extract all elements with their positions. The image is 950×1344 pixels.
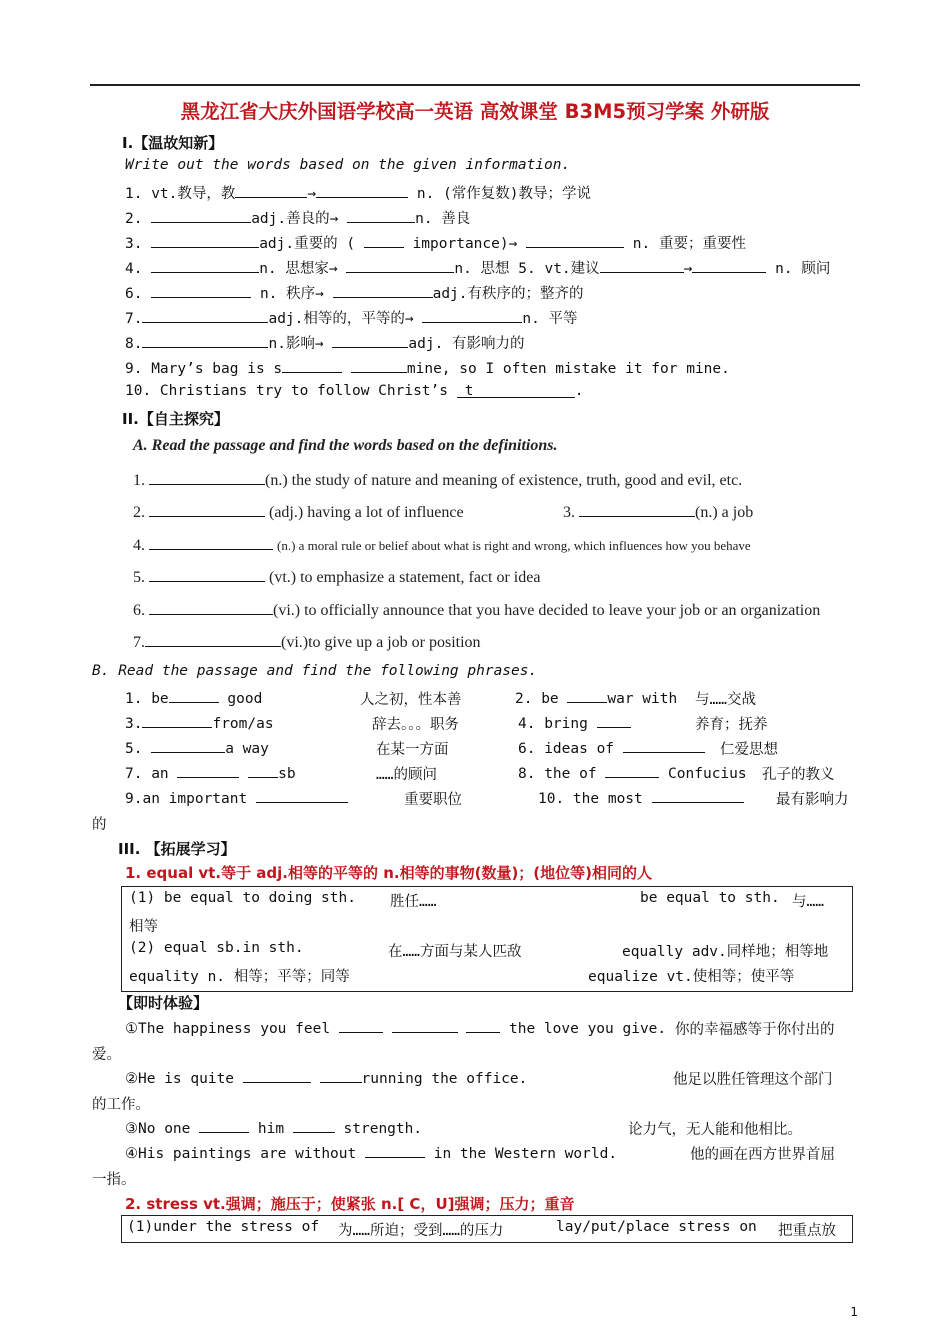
phrase-5-cn: 在某一方面 xyxy=(376,742,449,758)
phrase-7-cn: ……的顾问 xyxy=(376,767,437,783)
phrase-1: 1. be good xyxy=(125,688,262,707)
stress-usage-1: (1)under the stress of xyxy=(127,1219,320,1235)
definition-3: 3. (n.) a job xyxy=(563,504,754,521)
phrase-4-cn: 养育；抚养 xyxy=(695,717,768,733)
equal-usage-2: (2) equal sb.in sth. xyxy=(129,940,304,956)
question-8: 8. n.影响→ adj. 有影响力的 xyxy=(125,332,525,353)
part-a-title: A. Read the passage and find the words based on the definitions. xyxy=(133,437,558,454)
definition-2: 2. (adj.) having a lot of influence xyxy=(133,504,464,521)
phrase-10: 10. the most xyxy=(538,788,744,807)
equality-usage: equality n. 相等；平等；同等 xyxy=(129,969,350,985)
practice-1-cn: 你的幸福感等于你付出的 xyxy=(675,1022,835,1038)
definition-4: 4. (n.) a moral rule or belief about what is right and wrong, which influences how you behave xyxy=(133,537,751,554)
equal-usage-1: (1) be equal to doing sth. xyxy=(129,890,356,906)
phrase-5: 5. a way xyxy=(125,738,269,757)
phrase-3: 3. from/as xyxy=(125,713,274,732)
practice-1-cn-wrap: 爱。 xyxy=(92,1047,121,1063)
phrase-3-cn: 辞去。。。职务 xyxy=(372,717,459,733)
stress-usage-2: lay/put/place stress on xyxy=(556,1219,757,1235)
equal-usage-1b: be equal to sth. xyxy=(640,890,780,906)
practice-4: ④His paintings are without in the Western world. xyxy=(125,1143,617,1162)
phrase-10-cn: 最有影响力 xyxy=(776,792,849,808)
phrase-4: 4. bring xyxy=(518,713,631,732)
phrase-6-cn: 仁爱思想 xyxy=(720,742,778,758)
definition-1: 1. (n.) the study of nature and meaning of existence, truth, good and evil, etc. xyxy=(133,472,743,489)
section-heading-3: III. 【拓展学习】 xyxy=(118,840,236,858)
practice-3-cn: 论力气，无人能和他相比。 xyxy=(628,1122,802,1138)
question-7: 7. adj.相等的，平等的→ n. 平等 xyxy=(125,307,578,328)
phrase-7: 7. an sb xyxy=(125,763,296,782)
phrase-6: 6. ideas of xyxy=(518,738,705,757)
definition-7: 7. (vi.)to give up a job or position xyxy=(133,634,481,651)
phrase-9-cn: 重要职位 xyxy=(404,792,462,808)
practice-2-cn: 他足以胜任管理这个部门 xyxy=(673,1072,833,1088)
phrase-8: 8. the of Confucius xyxy=(518,763,747,782)
phrase-10-cn-wrap: 的 xyxy=(92,817,107,833)
practice-4-cn-wrap: 一指。 xyxy=(92,1172,136,1188)
definition-6: 6. (vi.) to officially announce that you have decided to leave your job or an organization xyxy=(133,602,821,619)
question-10: 10. Christians try to follow Christ’s t . xyxy=(125,383,584,399)
equal-usage-1-cn: 胜任…… xyxy=(390,894,437,910)
equal-heading: 1. equal vt.等于 adj.相等的平等的 n.相等的事物(数量)；(地位等)相同的人 xyxy=(125,864,653,882)
practice-heading: 【即时体验】 xyxy=(118,994,209,1012)
equalize-usage: equalize vt.使相等；使平等 xyxy=(588,969,795,985)
phrase-2-cn: 与……交战 xyxy=(695,692,756,708)
question-9: 9. Mary’s bag is s mine, so I often mistake it for mine. xyxy=(125,358,730,377)
equal-usage-1b-cn-wrap: 相等 xyxy=(129,919,158,935)
section-heading-2: II.【自主探究】 xyxy=(122,410,229,428)
section-heading-1: I.【温故知新】 xyxy=(122,134,224,152)
practice-3: ③No one him strength. xyxy=(125,1118,422,1137)
practice-1: ①The happiness you feel the love you give. xyxy=(125,1018,666,1037)
stress-usage-1-cn: 为……所迫；受到……的压力 xyxy=(338,1223,504,1239)
question-3: 3. adj.重要的 ( importance)→ n. 重要；重要性 xyxy=(125,232,746,253)
stress-usage-2-cn: 把重点放 xyxy=(778,1223,836,1239)
practice-2: ②He is quite running the office. xyxy=(125,1068,527,1087)
question-4-5: 4. n. 思想家→ n. 思想 5. vt.建议 → n. 顾问 xyxy=(125,257,830,278)
instruction-1: Write out the words based on the given information. xyxy=(125,157,571,173)
page-title: 黑龙江省大庆外国语学校高一英语 高效课堂 B3M5预习学案 外研版 xyxy=(180,100,770,123)
question-6: 6. n. 秩序→ adj.有秩序的；整齐的 xyxy=(125,282,584,303)
question-1: 1. vt.教导，教 → n. (常作复数)教导；学说 xyxy=(125,182,591,203)
phrase-9: 9.an important xyxy=(125,788,348,807)
equally-usage: equally adv.同样地；相等地 xyxy=(622,944,829,960)
stress-heading: 2. stress vt.强调；施压于；使紧张 n.[ C，U]强调；压力；重音 xyxy=(125,1195,575,1213)
top-rule xyxy=(90,84,860,86)
equal-usage-1b-cn: 与…… xyxy=(792,894,824,910)
equal-usage-2-cn: 在……方面与某人匹敌 xyxy=(388,944,522,960)
page-number: 1 xyxy=(850,1305,858,1319)
phrase-8-cn: 孔子的教义 xyxy=(762,767,835,783)
phrase-2: 2. be war with xyxy=(515,688,677,707)
part-b-title: B. Read the passage and find the following phrases. xyxy=(92,663,538,679)
practice-4-cn: 他的画在西方世界首屈 xyxy=(690,1147,835,1163)
phrase-1-cn: 人之初，性本善 xyxy=(360,692,462,708)
question-2: 2. adj.善良的→ n. 善良 xyxy=(125,207,470,228)
practice-2-cn-wrap: 的工作。 xyxy=(92,1097,150,1113)
definition-5: 5. (vt.) to emphasize a statement, fact or idea xyxy=(133,569,541,586)
